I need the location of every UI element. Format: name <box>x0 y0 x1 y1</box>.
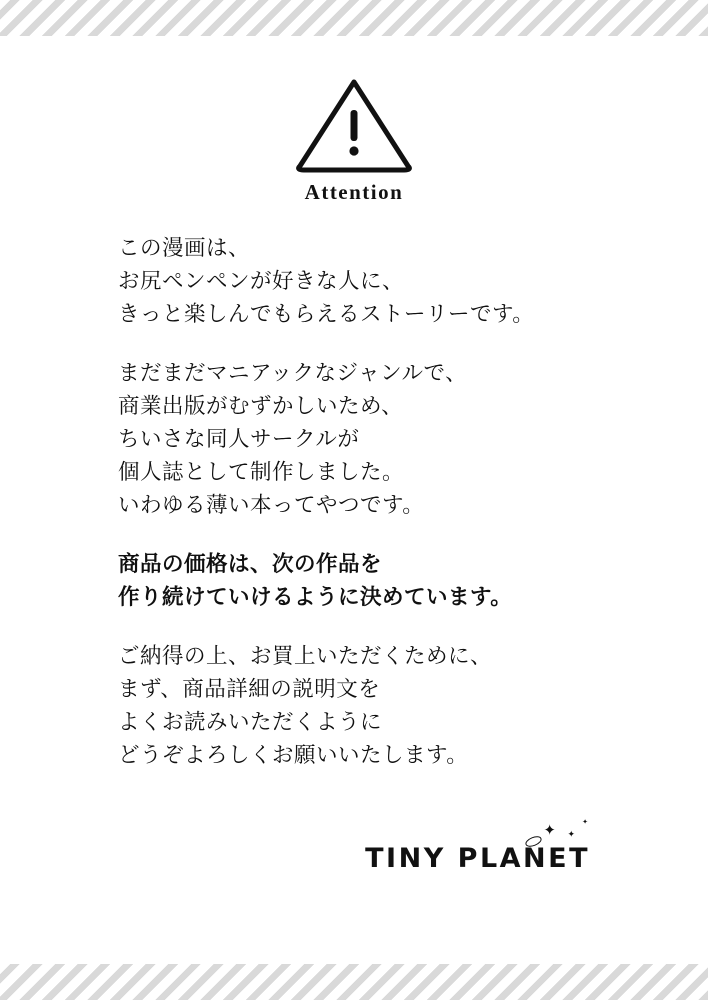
text-line: ちいさな同人サークルが <box>118 427 360 452</box>
logo-text: TINY PLANET <box>365 843 590 874</box>
paragraph-emphasis <box>118 548 628 614</box>
attention-block <box>0 74 708 205</box>
text-line: 個人誌として制作しました。 <box>118 460 405 485</box>
text-line: よくお読みいただくように <box>118 710 383 735</box>
brand-logo <box>365 818 590 874</box>
hatch-band-bottom <box>0 964 708 1000</box>
text-line: お尻ペンペンが好きな人に、 <box>118 269 405 294</box>
text-line: いわゆる薄い本ってやつです。 <box>118 493 425 518</box>
text-line: まず、商品詳細の説明文を <box>118 677 381 702</box>
sparkle-small-icon: ✦ <box>567 830 575 840</box>
notice-body <box>118 232 628 772</box>
text-line: どうぞよろしくお願いいたします。 <box>118 743 469 768</box>
logo-wrap <box>365 818 590 874</box>
text-line: 商業出版がむずかしいため、 <box>118 394 404 419</box>
text-line: この漫画は、 <box>118 236 251 261</box>
page-content <box>0 36 708 960</box>
text-line: きっと楽しんでもらえるストーリーです。 <box>118 302 535 327</box>
sparkle-tiny-icon: ✦ <box>582 818 588 826</box>
attention-label: Attention <box>304 180 404 204</box>
text-line: 作り続けていけるように決めています。 <box>118 585 513 610</box>
paragraph <box>118 232 628 331</box>
sparkle-icon: ✦ <box>543 821 556 839</box>
paragraph <box>118 357 628 522</box>
paragraph <box>118 640 628 772</box>
text-line: まだまだマニアックなジャンルで、 <box>118 361 468 386</box>
text-line: 商品の価格は、次の作品を <box>118 552 383 577</box>
text-line: ご納得の上、お買上いただくために、 <box>118 644 493 669</box>
warning-triangle-exclamation-icon <box>292 74 416 174</box>
hatch-band-top <box>0 0 708 36</box>
